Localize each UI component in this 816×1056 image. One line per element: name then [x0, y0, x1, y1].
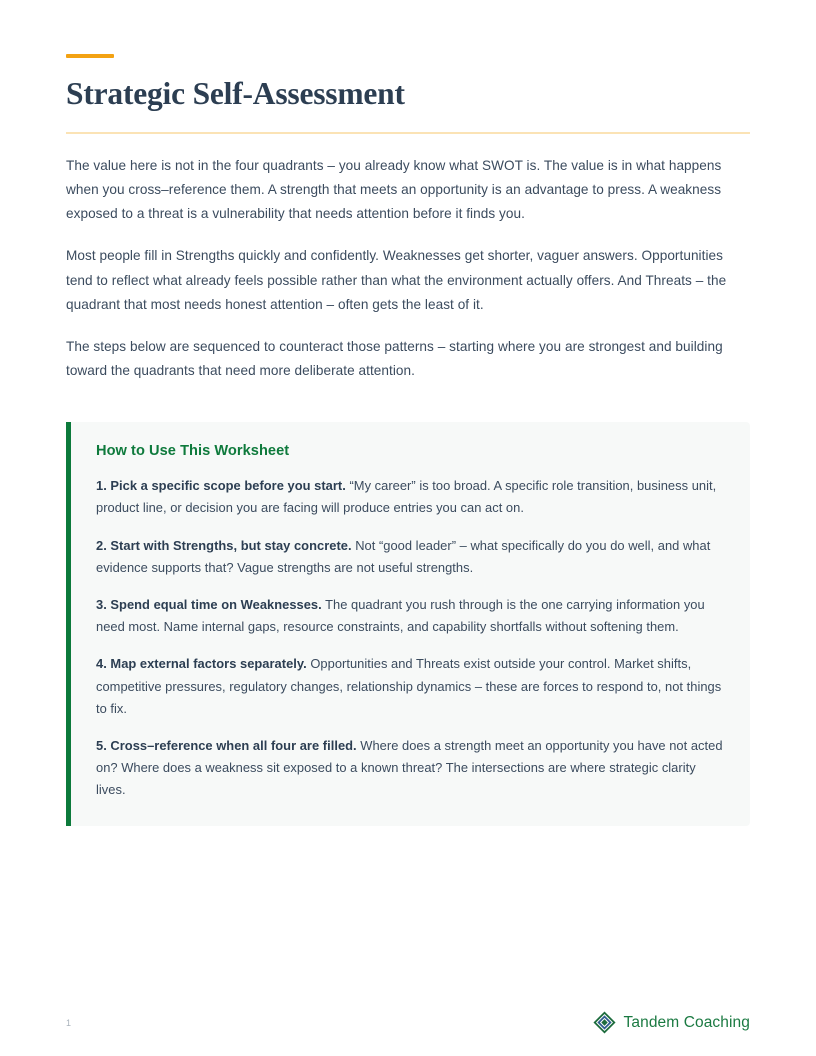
callout-step-4-body: Opportunities and Threats exist outside your control. Market shifts, competitive pressures, regulatory changes, relationship dynamics – these are forces to respond to, not things to fix.: [96, 656, 722, 716]
page-footer: [66, 1004, 750, 1034]
title-divider-rule: [66, 132, 750, 134]
how-to-use-callout: [66, 422, 750, 825]
brand-name: Tandem Coaching: [623, 1013, 750, 1031]
title-accent-bar: [66, 54, 114, 58]
callout-step-2-body: Not “good leader” – what specifically do you do well, and what evidence supports that? Vague strengths are not useful strengths.: [96, 537, 711, 575]
intro-paragraph-2: Most people fill in Strengths quickly and confidently. Weaknesses get shorter, vaguer answers. Opportunities tend to reflect what already feels possible rather than what the environment actually offers. And Threats – the quadrant that most needs honest attention – often gets the least of it.: [66, 248, 727, 312]
page-number: 1: [66, 1018, 72, 1028]
intro-paragraph-3: The steps below are sequenced to counteract those patterns – starting where you are strongest and building toward the quadrants that need more deliberate attention.: [66, 338, 723, 379]
callout-step-5-lead: 5. Cross–reference when all four are filled.: [96, 737, 357, 753]
callout-step-3-lead: 3. Spend equal time on Weaknesses.: [96, 597, 322, 613]
diamond-logo-icon: [593, 1011, 616, 1034]
intro-paragraph-1: The value here is not in the four quadrants – you already know what SWOT is. The value is in what happens when you cross–reference them. A strength that meets an opportunity is an advantage to press. A weakness exposed to a threat is a vulnerability that needs attention before it finds you.: [66, 157, 722, 222]
callout-step-5: [96, 735, 724, 802]
page-content: [66, 0, 750, 826]
callout-step-4: [96, 653, 724, 720]
brand-lockup: [593, 1011, 750, 1034]
callout-step-1-lead: 1. Pick a specific scope before you start.: [96, 478, 346, 494]
callout-heading: How to Use This Worksheet: [96, 443, 290, 460]
callout-step-2: [96, 535, 724, 579]
callout-step-1-body: “My career” is too broad. A specific role transition, business unit, product line, or decision you are facing will produce entries you can act on.: [96, 478, 717, 516]
callout-step-2-lead: 2. Start with Strengths, but stay concrete.: [96, 537, 352, 553]
page-title: Strategic Self-Assessment: [66, 76, 405, 111]
callout-step-1: [96, 475, 724, 519]
callout-step-3-body: The quadrant you rush through is the one carrying information you need most. Name internal gaps, resource constraints, and capability shortfalls without softening them.: [96, 597, 705, 635]
callout-step-5-body: Where does a strength meet an opportunity you have not acted on? Where does a weakness sit exposed to a known threat? The intersections are where strategic clarity lives.: [96, 737, 723, 798]
callout-step-3: [96, 594, 724, 638]
callout-step-4-lead: 4. Map external factors separately.: [96, 656, 307, 672]
